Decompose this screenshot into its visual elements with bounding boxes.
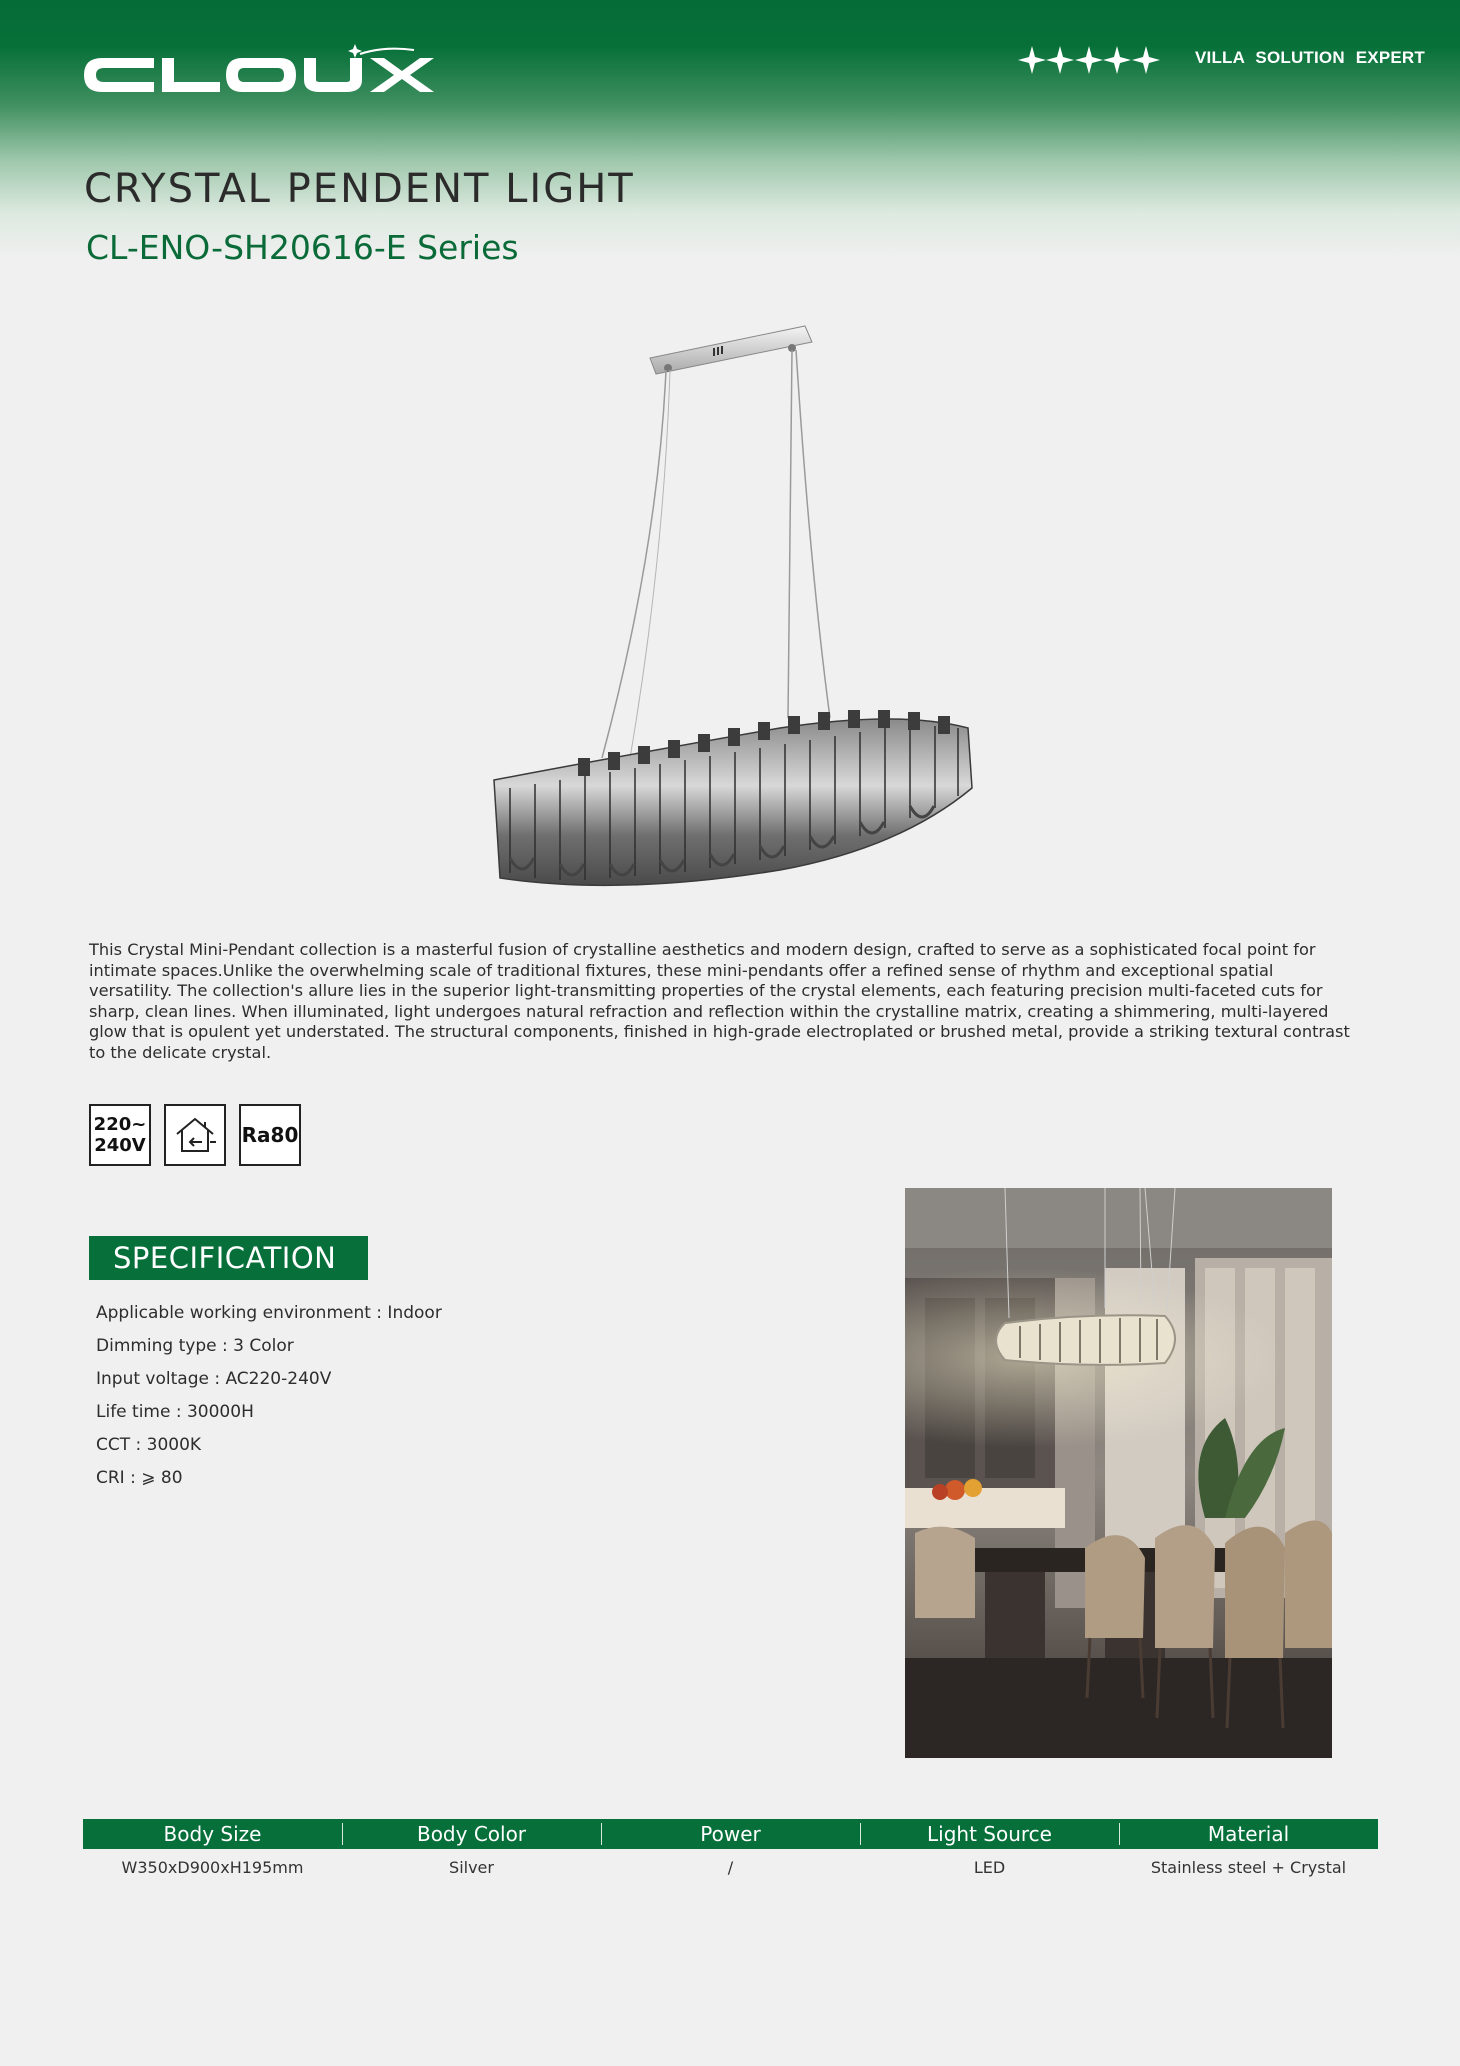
spec-cct: CCT : 3000K xyxy=(96,1435,202,1455)
table-header-power: Power xyxy=(601,1819,860,1849)
voltage-line-1: 220~ xyxy=(93,1114,147,1135)
spec-cri: CRI : ⩾ 80 xyxy=(96,1468,183,1488)
table-header-body-size: Body Size xyxy=(163,1822,262,1846)
specification-list xyxy=(96,1303,442,1501)
indoor-house-icon xyxy=(172,1112,218,1158)
specification-heading xyxy=(89,1236,368,1280)
product-description: This Crystal Mini-Pendant collection is a masterful fusion of crystalline aesthetics and modern design, crafted to serve as a sophisticated focal point for intimate spaces.Unlike the overwhelming scale of traditional fixtures, these mini-pendants offer a refined sense of rhythm and exceptional spatial versatility. The collection's allure lies in the superior light-transmitting properties of the crystal elements, each featuring precision multi-faceted cuts for sharp, clean lines. When illuminated, light undergoes natural refraction and reflection within the crystalline matrix, creating a shimmering, multi-layered glow that is opulent yet understated. The structural components, finished in high-grade electroplated or brushed metal, provide a striking textural contrast to the delicate crystal. xyxy=(89,940,1350,1062)
table-cell-material: Stainless steel + Crystal xyxy=(1150,1857,1347,1877)
table-row xyxy=(83,1849,1378,1885)
table-cell-power: / xyxy=(727,1857,734,1877)
page-title: CRYSTAL PENDENT LIGHT xyxy=(84,166,635,212)
spec-voltage: Input voltage : AC220-240V xyxy=(96,1369,332,1389)
spec-environment: Applicable working environment : Indoor xyxy=(96,1303,442,1323)
rating-stars-icon xyxy=(1018,40,1160,80)
product-image xyxy=(480,318,980,898)
tagline: VILLA SOLUTION EXPERT xyxy=(1195,48,1425,67)
table-cell-light-source: LED xyxy=(973,1857,1006,1877)
cri-badge xyxy=(239,1104,301,1166)
product-spec-table xyxy=(83,1819,1378,1885)
table-header-material: Material xyxy=(1119,1819,1378,1849)
table-cell-body-color: Silver xyxy=(449,1857,494,1877)
specification-heading-label: SPECIFICATION xyxy=(113,1241,337,1275)
header-band xyxy=(0,0,1460,260)
voltage-badge xyxy=(89,1104,151,1166)
series-name: CL-ENO-SH20616-E Series xyxy=(86,228,519,267)
indoor-badge xyxy=(164,1104,226,1166)
table-cell-body-size: W350xD900xH195mm xyxy=(121,1857,304,1877)
cri-badge-label: Ra80 xyxy=(241,1123,299,1147)
cloux-logo xyxy=(84,44,436,102)
table-header-body-color: Body Color xyxy=(342,1819,601,1849)
spec-lifetime: Life time : 30000H xyxy=(96,1402,254,1422)
table-header-row xyxy=(83,1819,1378,1849)
room-photo xyxy=(905,1188,1332,1758)
table-header-light-source: Light Source xyxy=(860,1819,1119,1849)
spec-dimming: Dimming type : 3 Color xyxy=(96,1336,294,1356)
voltage-line-2: 240V xyxy=(94,1135,146,1156)
